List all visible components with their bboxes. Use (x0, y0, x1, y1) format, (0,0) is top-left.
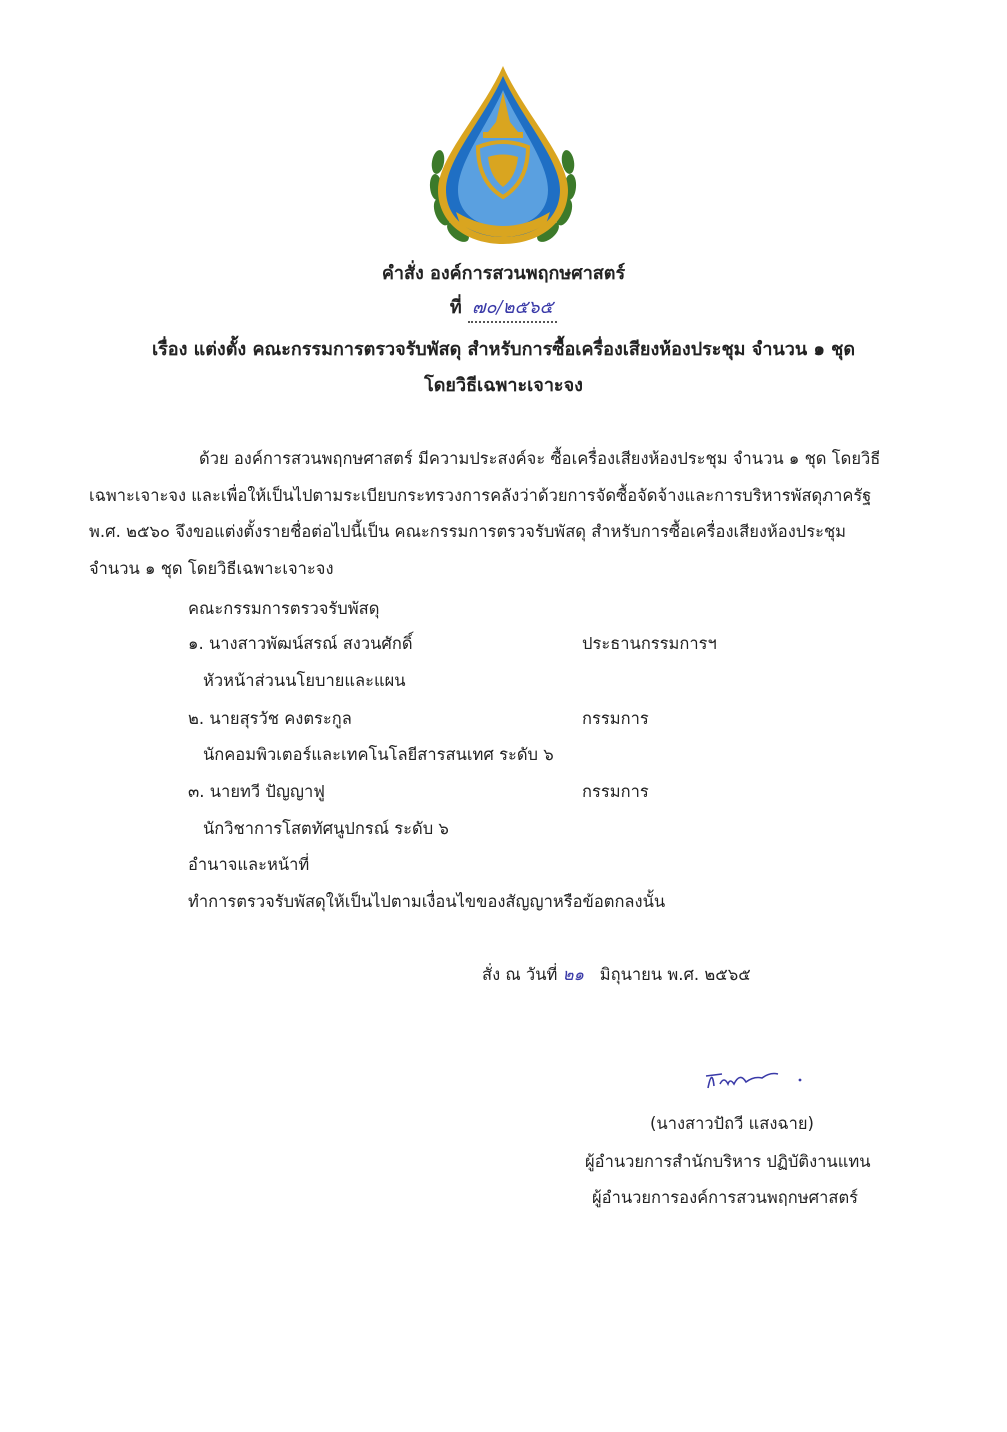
signer-position-2: ผู้อำนวยการองค์การสวนพฤกษศาสตร์ (592, 1188, 859, 1207)
date-prefix: สั่ง ณ วันที่ (482, 965, 558, 984)
order-number (0, 292, 1007, 323)
paragraph-line: จำนวน ๑ ชุด โดยวิธีเฉพาะเจาะจง (89, 558, 334, 578)
subject-line-2: โดยวิธีเฉพาะเจาะจง (424, 375, 583, 396)
member-3-name: ๓. นายทวี ปัญญาฟู (188, 782, 325, 801)
member-2-name: ๒. นายสุรวัช คงตระกูล (188, 709, 352, 728)
duty-text: ทำการตรวจรับพัสดุให้เป็นไปตามเงื่อนไขของสัญญาหรือข้อตกลงนั้น (188, 892, 666, 911)
document-title: คำสั่ง องค์การสวนพฤกษศาสตร์ (381, 263, 626, 284)
paragraph-line: เฉพาะเจาะจง และเพื่อให้เป็นไปตามระเบียบกระทรวงการคลังว่าด้วยการจัดซื้อจัดจ้างและการบริหารพัสดุภาครัฐ (89, 485, 872, 505)
member-3-position: นักวิชาการโสตทัศนูปกรณ์ ระดับ ๖ (203, 819, 449, 838)
paragraph-line: พ.ศ. ๒๕๖๐ จึงขอแต่งตั้งรายชื่อต่อไปนี้เป็น คณะกรรมการตรวจรับพัสดุ สำหรับการซื้อเครื่องเสียงห้องประชุม (89, 522, 847, 541)
signer-position-1: ผู้อำนวยการสำนักบริหาร ปฏิบัติงานแทน (585, 1152, 871, 1171)
handwritten-signature-icon (700, 1058, 810, 1098)
date-month-year: มิถุนายน พ.ศ. ๒๕๖๕ (599, 965, 751, 984)
subject-line-1: เรื่อง แต่งตั้ง คณะกรรมการตรวจรับพัสดุ สำหรับการซื้อเครื่องเสียงห้องประชุม จำนวน ๑ ชุด (151, 339, 856, 360)
member-1-position: หัวหน้าส่วนนโยบายและแผน (203, 671, 406, 690)
member-1-name: ๑. นางสาวพัฒน์สรณ์ สงวนศักดิ์ (188, 634, 413, 653)
organization-logo-icon (428, 62, 578, 252)
signer-name: (นางสาวปัถวี แสงฉาย) (650, 1114, 814, 1133)
body-paragraph (89, 441, 899, 587)
member-3-role: กรรมการ (582, 782, 649, 801)
duty-heading: อำนาจและหน้าที่ (188, 855, 310, 874)
paragraph-line: ด้วย องค์การสวนพฤกษศาสตร์ มีความประสงค์จะ ซื้อเครื่องเสียงห้องประชุม จำนวน ๑ ชุด โดยวิธี (199, 449, 881, 468)
order-number-value: ๗๐/๒๕๖๕ (468, 292, 557, 323)
order-number-label: ที่ (449, 297, 462, 318)
member-1-role: ประธานกรรมการฯ (582, 634, 717, 653)
date-day: ๒๑ (562, 965, 584, 984)
committee-heading: คณะกรรมการตรวจรับพัสดุ (188, 599, 380, 618)
member-2-role: กรรมการ (582, 709, 649, 728)
order-date (482, 962, 751, 988)
member-2-position: นักคอมพิวเตอร์และเทคโนโลยีสารสนเทศ ระดับ ๖ (203, 745, 554, 764)
